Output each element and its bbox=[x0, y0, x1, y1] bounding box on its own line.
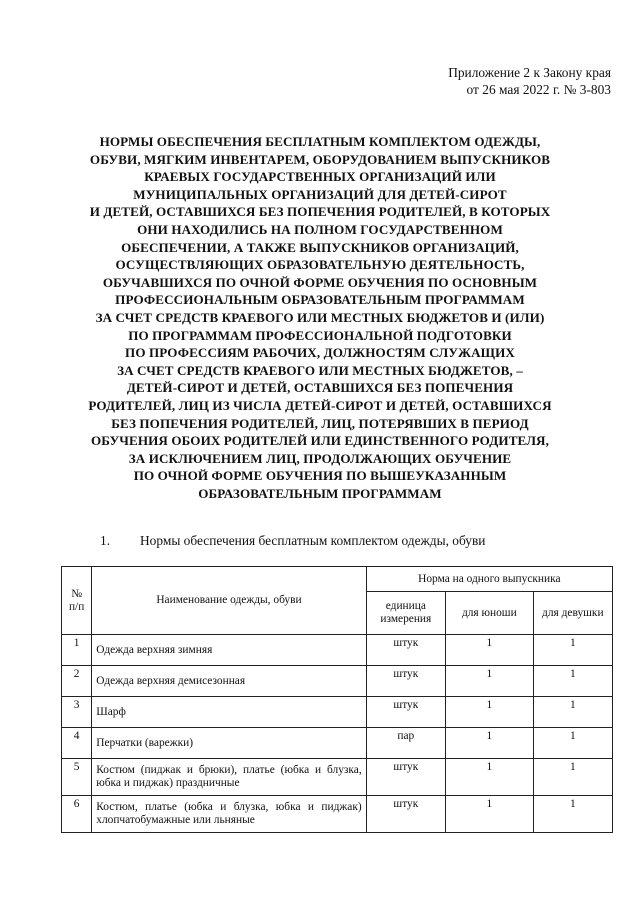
title-line: ПО ОЧНОЙ ФОРМЕ ОБУЧЕНИЯ ПО ВЫШЕУКАЗАННЫМ bbox=[133, 468, 507, 484]
title-line: ОБУЧАВШИХСЯ ПО ОЧНОЙ ФОРМЕ ОБУЧЕНИЯ ПО ОСНОВНЫМ bbox=[102, 274, 538, 290]
title-line: РОДИТЕЛЕЙ, ЛИЦ ИЗ ЧИСЛА ДЕТЕЙ-СИРОТ И ДЕТЕЙ, ОСТАВШИХСЯ bbox=[88, 397, 552, 413]
table-row bbox=[62, 697, 613, 728]
row-girls: 1 bbox=[533, 666, 612, 697]
title-line: ЗА СЧЕТ СРЕДСТВ КРАЕВОГО ИЛИ МЕСТНЫХ БЮДЖЕТОВ И (ИЛИ) bbox=[95, 309, 545, 325]
title-line: И ДЕТЕЙ, ОСТАВШИХСЯ БЕЗ ПОПЕЧЕНИЯ РОДИТЕЛЕЙ, В КОТОРЫХ bbox=[89, 204, 551, 220]
header-boys: для юноши bbox=[445, 592, 533, 635]
title-line: ОСУЩЕСТВЛЯЮЩИХ ОБРАЗОВАТЕЛЬНУЮ ДЕЯТЕЛЬНОСТЬ, bbox=[115, 257, 525, 273]
title-line: ДЕТЕЙ-СИРОТ И ДЕТЕЙ, ОСТАВШИХСЯ БЕЗ ПОПЕЧЕНИЯ bbox=[126, 380, 514, 396]
title-line: ОБРАЗОВАТЕЛЬНЫМ ПРОГРАММАМ bbox=[198, 485, 442, 501]
header-name: Наименование одежды, обуви bbox=[92, 567, 366, 635]
row-unit: штук bbox=[366, 635, 445, 666]
title-line: ПО ПРОГРАММАМ ПРОФЕССИОНАЛЬНОЙ ПОДГОТОВКИ bbox=[128, 327, 512, 343]
row-girls: 1 bbox=[533, 759, 612, 796]
section-title: Нормы обеспечения бесплатным комплектом одежды, обуви bbox=[140, 533, 486, 548]
row-boys: 1 bbox=[445, 666, 533, 697]
row-name: Костюм, платье (юбка и блузка, юбка и пиджак) хлопчатобумажные или льняные bbox=[92, 796, 366, 833]
section-heading bbox=[100, 533, 485, 549]
table-row bbox=[62, 635, 613, 666]
row-girls: 1 bbox=[533, 697, 612, 728]
appendix-line-2: от 26 мая 2022 г. № 3-803 bbox=[466, 82, 611, 97]
row-num: 4 bbox=[62, 728, 92, 759]
row-name: Перчатки (варежки) bbox=[92, 728, 366, 759]
table-row bbox=[62, 666, 613, 697]
row-name: Одежда верхняя зимняя bbox=[92, 635, 366, 666]
title-line: ОБУЧЕНИЯ ОБОИХ РОДИТЕЛЕЙ ИЛИ ЕДИНСТВЕННОГО РОДИТЕЛЯ, bbox=[91, 433, 549, 449]
title-line: НОРМЫ ОБЕСПЕЧЕНИЯ БЕСПЛАТНЫМ КОМПЛЕКТОМ ОДЕЖДЫ, bbox=[99, 134, 541, 149]
row-boys: 1 bbox=[445, 728, 533, 759]
table-row bbox=[62, 759, 613, 796]
document-title bbox=[40, 133, 600, 502]
title-line: БЕЗ ПОПЕЧЕНИЯ РОДИТЕЛЕЙ, ЛИЦ, ПОТЕРЯВШИХ В ПЕРИОД bbox=[111, 415, 529, 431]
row-boys: 1 bbox=[445, 635, 533, 666]
header-unit: единица измерения bbox=[366, 592, 445, 635]
row-num: 6 bbox=[62, 796, 92, 833]
row-boys: 1 bbox=[445, 759, 533, 796]
row-girls: 1 bbox=[533, 796, 612, 833]
title-line: ОНИ НАХОДИЛИСЬ НА ПОЛНОМ ГОСУДАРСТВЕННОМ bbox=[137, 221, 503, 237]
table-header-row bbox=[62, 567, 613, 592]
title-line: ЗА СЧЕТ СРЕДСТВ КРАЕВОГО ИЛИ МЕСТНЫХ БЮДЖЕТОВ, – bbox=[117, 362, 523, 378]
row-num: 5 bbox=[62, 759, 92, 796]
row-name: Костюм (пиджак и брюки), платье (юбка и блузка, юбка и пиджак) праздничные bbox=[92, 759, 366, 796]
title-line: ПО ПРОФЕССИЯМ РАБОЧИХ, ДОЛЖНОСТЯМ СЛУЖАЩИХ bbox=[125, 345, 515, 361]
norms-table bbox=[61, 566, 613, 833]
header-girls: для девушки bbox=[533, 592, 612, 635]
row-num: 3 bbox=[62, 697, 92, 728]
row-unit: штук bbox=[366, 759, 445, 796]
row-unit: штук bbox=[366, 796, 445, 833]
appendix-reference bbox=[448, 64, 611, 98]
title-line: ЗА ИСКЛЮЧЕНИЕМ ЛИЦ, ПРОДОЛЖАЮЩИХ ОБУЧЕНИЕ bbox=[128, 450, 512, 466]
header-norm: Норма на одного выпускника bbox=[366, 567, 612, 592]
row-name: Шарф bbox=[92, 697, 366, 728]
table-row bbox=[62, 796, 613, 833]
title-line: ОБУВИ, МЯГКИМ ИНВЕНТАРЕМ, ОБОРУДОВАНИЕМ ВЫПУСКНИКОВ bbox=[89, 151, 551, 167]
row-name: Одежда верхняя демисезонная bbox=[92, 666, 366, 697]
row-girls: 1 bbox=[533, 728, 612, 759]
title-line: ПРОФЕССИОНАЛЬНЫМ ОБРАЗОВАТЕЛЬНЫМ ПРОГРАММАМ bbox=[115, 292, 525, 308]
row-boys: 1 bbox=[445, 697, 533, 728]
row-num: 2 bbox=[62, 666, 92, 697]
row-num: 1 bbox=[62, 635, 92, 666]
row-unit: пар bbox=[366, 728, 445, 759]
title-line: ОБЕСПЕЧЕНИИ, А ТАКЖЕ ВЫПУСКНИКОВ ОРГАНИЗАЦИЙ, bbox=[121, 239, 519, 255]
row-unit: штук bbox=[366, 666, 445, 697]
title-line: КРАЕВЫХ ГОСУДАРСТВЕННЫХ ОРГАНИЗАЦИЙ ИЛИ bbox=[144, 169, 496, 185]
table-row bbox=[62, 728, 613, 759]
appendix-line-1: Приложение 2 к Закону края bbox=[448, 65, 611, 80]
header-num: № п/п bbox=[62, 567, 92, 635]
title-line: МУНИЦИПАЛЬНЫХ ОРГАНИЗАЦИЙ ДЛЯ ДЕТЕЙ-СИРОТ bbox=[133, 186, 507, 202]
row-boys: 1 bbox=[445, 796, 533, 833]
row-girls: 1 bbox=[533, 635, 612, 666]
row-unit: штук bbox=[366, 697, 445, 728]
section-number: 1. bbox=[100, 533, 111, 548]
